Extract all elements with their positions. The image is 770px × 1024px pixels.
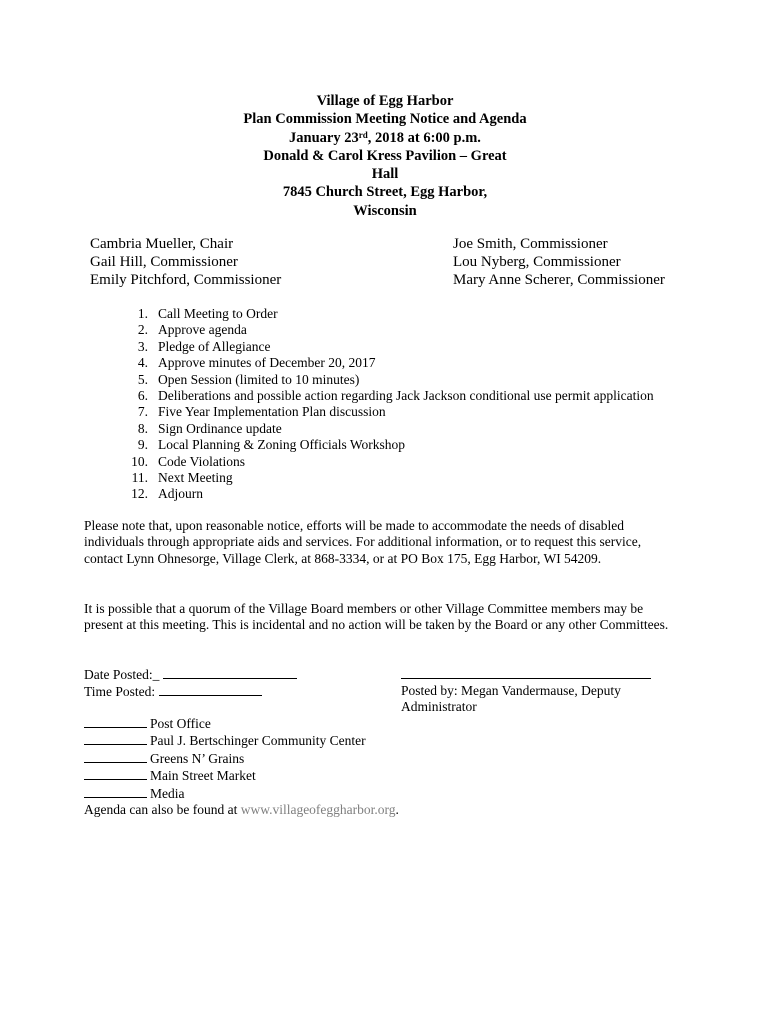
member-name: Mary Anne Scherer, Commissioner — [453, 272, 665, 288]
agenda-item: 10. Code Violations — [131, 453, 246, 469]
posting-locations — [84, 715, 399, 818]
agenda-item: 5. Open Session (limited to 10 minutes) — [137, 371, 360, 387]
agenda-item: 11. Next Meeting — [131, 470, 233, 486]
member-name: Cambria Mueller, Chair — [90, 236, 234, 252]
agenda-item: 6. Deliberations and possible action regarding Jack Jackson conditional use permit application — [137, 388, 654, 404]
posting-fields — [84, 666, 297, 701]
member-name: Gail Hill, Commissioner — [90, 254, 238, 270]
agenda-item: 8. Sign Ordinance update — [137, 420, 282, 436]
venue-line-2: Hall — [371, 166, 399, 183]
signature-line — [401, 666, 651, 679]
posted-by-title: Administrator — [401, 699, 477, 715]
agenda-list — [108, 306, 654, 503]
location-item: Post Office — [84, 715, 399, 732]
address-line-2: Wisconsin — [353, 202, 417, 219]
posted-by: Posted by: Megan Vandermause, Deputy — [401, 683, 621, 698]
agenda-item: 3. Pledge of Allegiance — [137, 338, 271, 354]
venue-line-1: Donald & Carol Kress Pavilion – Great — [263, 147, 507, 164]
members-left-column — [90, 235, 281, 289]
date-posted: Date Posted:_ — [84, 666, 297, 683]
member-name: Joe Smith, Commissioner — [453, 236, 608, 252]
agenda-item: 4. Approve minutes of December 20, 2017 — [137, 355, 376, 371]
member-name: Emily Pitchford, Commissioner — [90, 272, 282, 288]
location-item: Media — [84, 785, 399, 802]
members-right-column — [453, 235, 665, 289]
website-link[interactable]: www.villageofeggharbor.org — [240, 802, 396, 818]
accommodation-notice: Please note that, upon reasonable notice, efforts will be made to accommodate the needs of disabled individuals through appropriate aids and services. For additional information, or to request this service, contact Lynn Ohnesorge, Village Clerk, at 868-3334, or at PO Box 175, Egg Harbor, WI 54209. — [84, 518, 642, 566]
member-name: Lou Nyberg, Commissioner — [453, 254, 621, 270]
agenda-item: 1. Call Meeting to Order — [137, 306, 278, 321]
document-header — [0, 92, 770, 220]
agenda-item: 9. Local Planning & Zoning Officials Workshop — [137, 437, 406, 453]
website-note: Agenda can also be found at www.villageofeggharbor.org. — [84, 802, 399, 818]
date-posted-blank — [163, 666, 297, 679]
agenda-item: 2. Approve agenda — [137, 322, 247, 338]
village-name: Village of Egg Harbor — [316, 93, 454, 109]
agenda-item: 12. Adjourn — [131, 486, 203, 502]
time-posted-blank — [159, 683, 262, 696]
agenda-item: 7. Five Year Implementation Plan discussion — [137, 404, 386, 420]
quorum-notice: It is possible that a quorum of the Village Board members or other Village Committee members may be present at this meeting. This is incidental and no action will be taken by the Board or any other Committees. — [84, 601, 669, 633]
location-item: Greens N’ Grains — [84, 750, 399, 767]
meeting-date: January 23rd, 2018 at 6:00 p.m. — [289, 129, 481, 146]
location-item: Paul J. Bertschinger Community Center — [84, 732, 399, 749]
address-line-1: 7845 Church Street, Egg Harbor, — [282, 184, 488, 201]
document-title: Plan Commission Meeting Notice and Agenda — [243, 111, 527, 128]
posted-by-block — [401, 666, 651, 716]
location-item: Main Street Market — [84, 767, 399, 784]
time-posted: Time Posted: — [84, 683, 297, 700]
